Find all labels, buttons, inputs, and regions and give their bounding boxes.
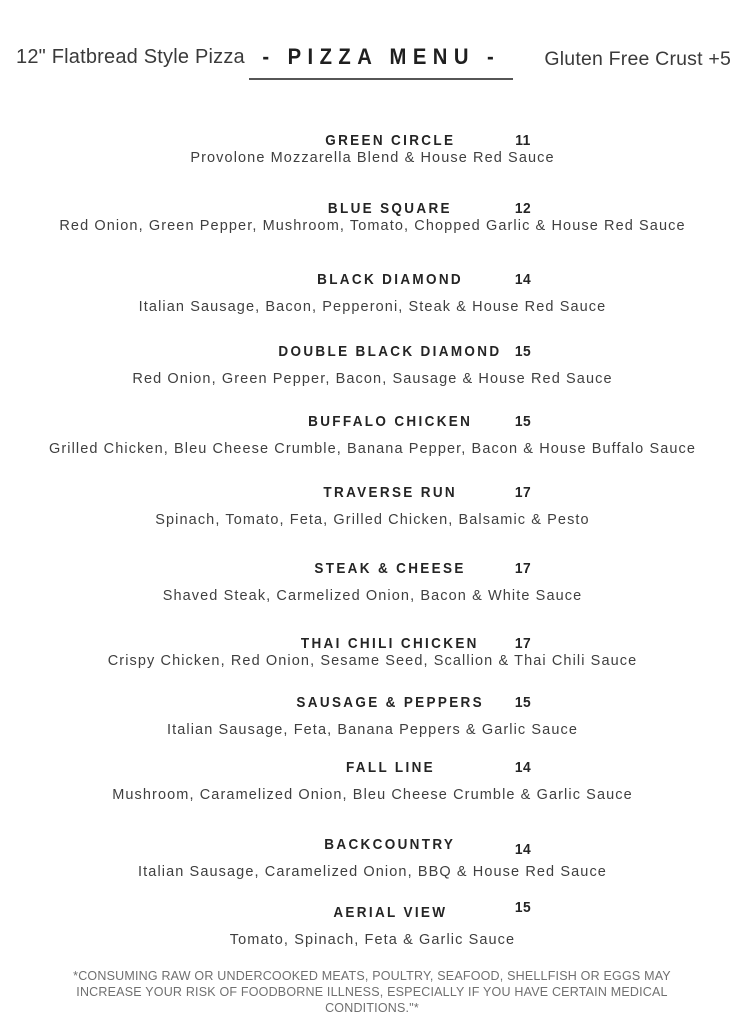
item-price: 14	[514, 759, 532, 776]
menu-item	[0, 561, 745, 604]
item-description: Italian Sausage, Feta, Banana Peppers & Garlic Sauce	[166, 722, 579, 738]
menu-item	[0, 695, 745, 738]
menu-item	[0, 760, 745, 803]
item-price: 15	[514, 899, 532, 916]
item-description: Grilled Chicken, Bleu Cheese Crumble, Banana Pepper, Bacon & House Buffalo Sauce	[48, 441, 697, 457]
item-name: STEAK & CHEESE	[314, 560, 466, 577]
disclaimer-text: *CONSUMING RAW OR UNDERCOOKED MEATS, POULTRY, SEAFOOD, SHELLFISH OR EGGS MAY INCREASE YOUR RISK OF FOODBORNE ILLNESS, ESPECIALLY IF YOU HAVE CERTAIN MEDICAL CONDITIONS."*	[73, 969, 671, 1015]
item-price: 15	[514, 343, 532, 360]
crust-upcharge-note: Gluten Free Crust +5	[544, 48, 731, 70]
item-price: 17	[514, 560, 532, 577]
item-description: Red Onion, Green Pepper, Mushroom, Tomato, Chopped Garlic & House Red Sauce	[59, 218, 686, 234]
item-price: 15	[514, 694, 532, 711]
item-description: Shaved Steak, Carmelized Onion, Bacon & White Sauce	[162, 588, 583, 604]
item-name: BUFFALO CHICKEN	[307, 413, 473, 430]
item-name: BLUE SQUARE	[327, 200, 453, 217]
item-price: 14	[514, 271, 532, 288]
menu-item	[0, 133, 745, 166]
menu-item	[0, 272, 745, 315]
item-name: BACKCOUNTRY	[324, 836, 456, 853]
item-price: 12	[514, 200, 532, 217]
item-price: 17	[514, 635, 532, 652]
menu-item	[0, 636, 745, 669]
item-description: Spinach, Tomato, Feta, Grilled Chicken, Balsamic & Pesto	[155, 512, 590, 528]
page-title-text: - PIZZA MENU -	[262, 44, 500, 69]
menu-size-note: 12" Flatbread Style Pizza	[16, 46, 245, 68]
item-price: 11	[515, 132, 531, 149]
item-name: BLACK DIAMOND	[317, 271, 463, 288]
menu-item	[0, 485, 745, 528]
item-description: Mushroom, Caramelized Onion, Bleu Cheese Crumble & Garlic Sauce	[112, 787, 633, 803]
page-title	[249, 42, 513, 80]
item-description: Italian Sausage, Bacon, Pepperoni, Steak & House Red Sauce	[138, 299, 607, 315]
item-description: Tomato, Spinach, Feta & Garlic Sauce	[229, 932, 516, 948]
item-description: Italian Sausage, Caramelized Onion, BBQ & House Red Sauce	[138, 864, 607, 880]
item-name: THAI CHILI CHICKEN	[301, 635, 479, 652]
item-description: Provolone Mozzarella Blend & House Red Sauce	[190, 150, 555, 166]
menu-item	[0, 414, 745, 457]
menu-item	[0, 344, 745, 387]
item-name: DOUBLE BLACK DIAMOND	[278, 343, 502, 360]
item-price: 17	[514, 484, 532, 501]
item-description: Crispy Chicken, Red Onion, Sesame Seed, Scallion & Thai Chili Sauce	[107, 653, 638, 669]
item-price: 15	[514, 413, 532, 430]
item-price: 14	[514, 841, 532, 858]
menu-item	[0, 201, 745, 234]
item-description: Red Onion, Green Pepper, Bacon, Sausage & House Red Sauce	[132, 371, 613, 387]
menu-item	[0, 899, 745, 948]
item-name: TRAVERSE RUN	[323, 484, 457, 501]
item-name: FALL LINE	[345, 759, 435, 776]
menu-item	[0, 837, 745, 880]
item-name: GREEN CIRCLE	[324, 132, 456, 149]
item-name: SAUSAGE & PEPPERS	[296, 694, 484, 711]
item-name: AERIAL VIEW	[332, 904, 447, 921]
